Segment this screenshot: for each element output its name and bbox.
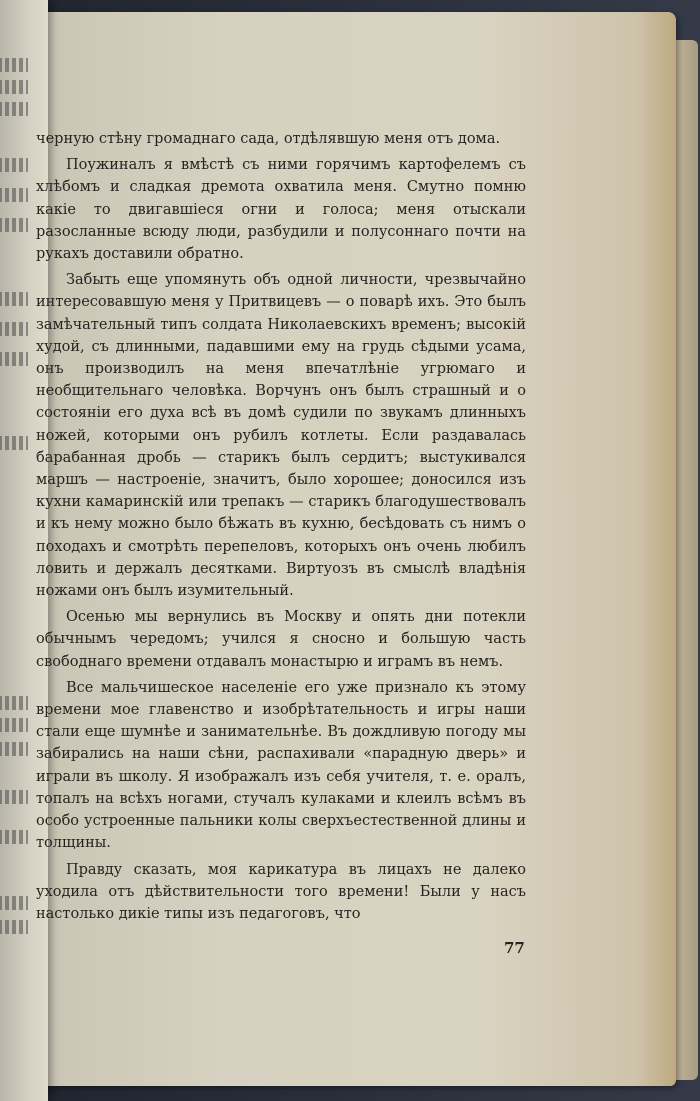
facing-page-text-fragment [0,188,28,202]
facing-page-text-fragment [0,102,28,116]
facing-page-text-fragment [0,920,28,934]
facing-page-text-fragment [0,696,28,710]
facing-page-text-fragment [0,790,28,804]
page-body-text [36,128,526,929]
facing-page-text-fragment [0,158,28,172]
paragraph: Осенью мы вернулись въ Москву и опять дни потекли обычнымъ чередомъ; учился я сносно и большую часть свободнаго времени отдавалъ монастырю и играмъ въ немъ. [36,609,526,670]
facing-page-text-fragment [0,436,28,450]
paragraph: Правду сказать, моя карикатура въ лицахъ не далеко уходила отъ дѣйствительности того времени! Были у насъ настолько дикіе типы изъ педагоговъ, что [36,861,526,922]
facing-page-text-fragment [0,742,28,756]
facing-page-text-fragment [0,218,28,232]
page-number: 77 [504,939,525,957]
facing-page-text-fragment [0,896,28,910]
paragraph: Поужиналъ я вмѣстѣ съ ними горячимъ картофелемъ съ хлѣбомъ и сладкая дремота охватила меня. Смутно помню какіе то двигавшіеся огни и голоса; меня отыскали разосланные всюду люди, разбудили и полусоннаго почти на рукахъ доставили обратно. [36,157,526,263]
facing-page-text-fragment [0,322,28,336]
facing-page-text-fragment [0,292,28,306]
facing-page-text-fragment [0,58,28,72]
page-worn-edge [636,12,676,1086]
facing-page-text-fragment [0,718,28,732]
paragraph: черную стѣну громаднаго сада, отдѣлявшую меня отъ дома. [36,131,501,147]
paragraph: Все мальчишеское населеніе его уже признало къ этому времени мое главенство и изобрѣтательность и игры наши стали еще шумнѣе и занимательнѣе. Въ дождливую погоду мы забирались на наши сѣни, распахивали «парадную дверь» и играли въ школу. Я изображалъ изъ себя учителя, т. е. оралъ, топалъ на всѣхъ ногами, стучалъ кулаками и клеилъ всѣмъ въ особо устроенные пальники колы сверхъестественной длины и толщины. [36,679,526,852]
paragraph: Забыть еще упомянуть объ одной личности, чрезвычайно интересовавшую меня у Притвицевъ — о поварѣ ихъ. Это былъ замѣчательный типъ солдата Николаевскихъ временъ; высокій худой, съ длинными, падавшими ему на грудь сѣдыми усама, онъ производилъ на меня впечатлѣніе угрюмаго и необщительнаго человѣка. Ворчунъ онъ былъ страшный и о состояніи его духа всѣ въ домѣ судили по звукамъ длинныхъ ножей, которыми онъ рубилъ котлеты. Если раздавалась барабанная дробь — старикъ былъ сердитъ; выстукивался маршъ — настроеніе, значитъ, было хорошее; доносился изъ кухни камаринскій или трепакъ — старикъ благодушествовалъ и къ нему можно было бѣжать въ кухню, бесѣдовать съ нимъ о походахъ и смотрѣть перепеловъ, которыхъ онъ очень любилъ ловить и держалъ десятками. Виртуозъ въ смыслѣ владѣнія ножами онъ былъ изумительный. [36,272,526,600]
facing-page-text-fragment [0,830,28,844]
facing-page-text-fragment [0,80,28,94]
facing-page-text-fragment [0,352,28,366]
